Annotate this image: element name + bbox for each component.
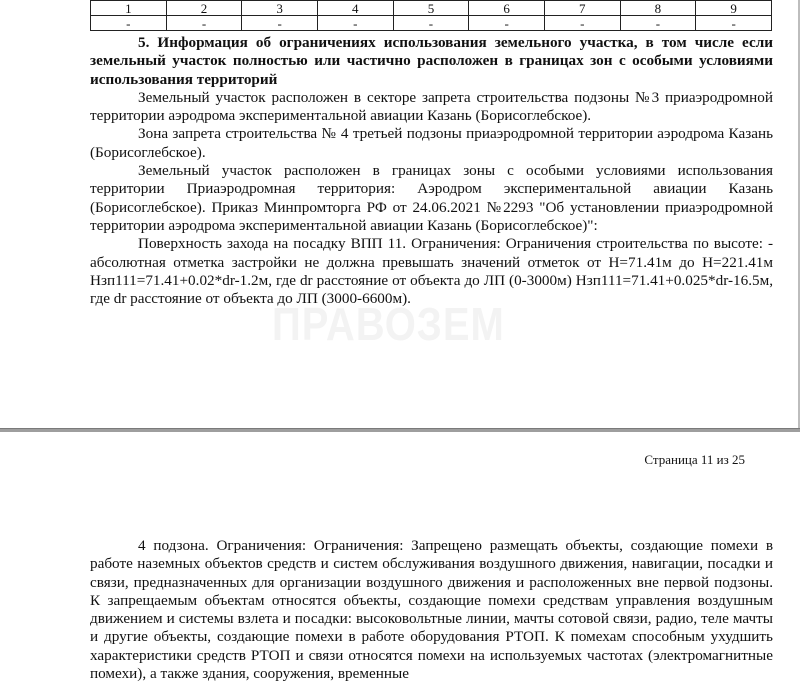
table-header-cell: 1 bbox=[91, 1, 167, 16]
table-header-cell: 5 bbox=[393, 1, 469, 16]
columns-table bbox=[90, 0, 772, 31]
table-cell: - bbox=[317, 16, 393, 31]
table-header-cell: 7 bbox=[544, 1, 620, 16]
table-cell: - bbox=[544, 16, 620, 31]
paragraph: 4 подзона. Ограничения: Ограничения: Запрещено размещать объекты, создающие помехи в работе наземных объектов средств и систем обслуживания воздушного движения, навигации, посадки и связи, предназначенных для организации воздушного движения и расположенных вне первой подзоны. К запрещаемым объектам относятся объекты, создающие помехи средствам управления воздушным движением и системы взлета и посадки: высоковольтные линии, мачты сотовой связи, радио, теле мачты и другие объекты, создающие помехи в работе оборудования РТОП. К помехам способным ухудшить характеристики средств РТОП и связи относятся помехи на используемых частотах (электромагнитные помехи), а также здания, сооружения, временные bbox=[90, 537, 773, 682]
table-row bbox=[91, 16, 772, 31]
table-header-cell: 6 bbox=[469, 1, 545, 16]
table-header-row bbox=[91, 1, 772, 16]
paragraph: Поверхность захода на посадку ВПП 11. Ограничения: Ограничения строительства по высоте: - абсолютная отметка застройки не должна превышать значений отметок от Н=71.41м до Н=221.41м Нзп111=71.41+0.02*dr-1.2м, где dr расстояние от объекта до ЛП (0-3000м) Нзп111=71.41+0.025*dr-16.5м, где dr расстояние от объекта до ЛП (3000-6600м). bbox=[90, 235, 773, 308]
table-cell: - bbox=[393, 16, 469, 31]
table-cell: - bbox=[696, 16, 772, 31]
table-header-cell: 2 bbox=[166, 1, 242, 16]
table-header-cell: 4 bbox=[317, 1, 393, 16]
section-heading: 5. Информация об ограничениях использования земельного участка, в том числе если земельный участок полностью или частично расположен в границах зон с особыми условиями использования территорий bbox=[90, 34, 773, 88]
page-body-text bbox=[90, 537, 773, 682]
table-header-cell: 8 bbox=[620, 1, 696, 16]
table-cell: - bbox=[242, 16, 318, 31]
watermark: ПРАВОЗЕМ bbox=[272, 299, 505, 351]
page-number: Страница 11 из 25 bbox=[644, 452, 745, 467]
table-cell: - bbox=[620, 16, 696, 31]
section-5-text bbox=[90, 34, 773, 308]
document-page-bottom bbox=[0, 432, 800, 682]
table-header-cell: 9 bbox=[696, 1, 772, 16]
paragraph: Зона запрета строительства № 4 третьей подзоны приаэродромной территории аэродрома Казань (Борисоглебское). bbox=[90, 125, 773, 161]
table-header-cell: 3 bbox=[242, 1, 318, 16]
paragraph: Земельный участок расположен в секторе запрета строительства подзоны №3 приаэродромной территории аэродрома экспериментальной авиации Казань (Борисоглебское). bbox=[90, 88, 773, 125]
table-cell: - bbox=[166, 16, 242, 31]
paragraph: Земельный участок расположен в границах зоны с особыми условиями использования территории Приаэродромная территория: Аэродром экспериментальной авиации Казань (Борисоглебское). Приказ Минпромторга РФ от 24.06.2021 №2293 "Об установлении приаэродромной территории аэродрома экспериментальной авиации Казань (Борисоглебское)": bbox=[90, 162, 773, 234]
table-cell: - bbox=[469, 16, 545, 31]
table-cell: - bbox=[91, 16, 167, 31]
